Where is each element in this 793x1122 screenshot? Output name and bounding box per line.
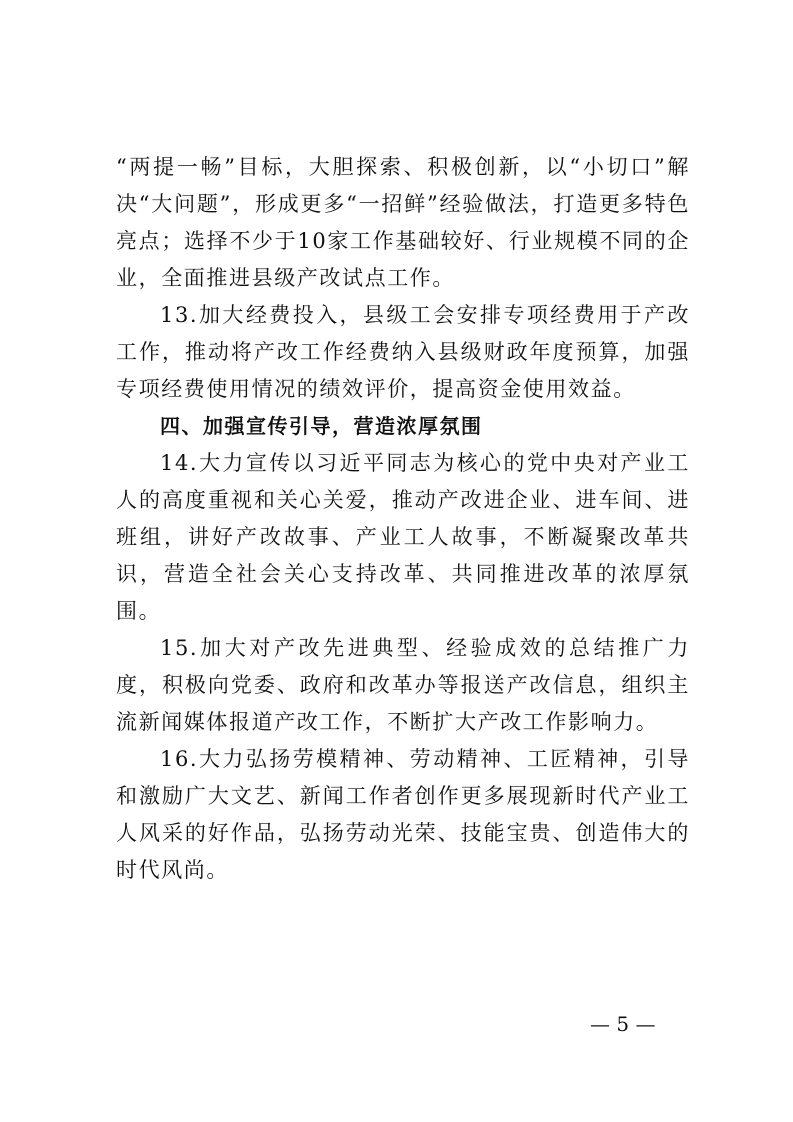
section-heading-4: 四、加强宣传引导，营造浓厚氛围 — [160, 414, 483, 438]
document-body — [116, 149, 690, 889]
paragraph-15: 15.加大对产改先进典型、经验成效的总结推广力度，积极向党委、政府和改革办等报送产改信息，组织主流新闻媒体报道产改工作，不断扩大产改工作影响力。 — [116, 636, 690, 734]
page-number: — 5 — — [590, 1012, 656, 1036]
paragraph-13: 13.加大经费投入，县级工会安排专项经费用于产改工作，推动将产改工作经费纳入县级财政年度预算，加强专项经费使用情况的绩效评价，提高资金使用效益。 — [116, 303, 690, 401]
paragraph-continuation: “两提一畅”目标，大胆探索、积极创新，以“小切口”解决“大问题”，形成更多“一招鲜”经验做法，打造更多特色亮点；选择不少于10家工作基础较好、行业规模不同的企业，全面推进县级产改试点工作。 — [116, 155, 690, 290]
paragraph-16: 16.大力弘扬劳模精神、劳动精神、工匠精神，引导和激励广大文艺、新闻工作者创作更多展现新时代产业工人风采的好作品，弘扬劳动光荣、技能宝贵、创造伟大的时代风尚。 — [116, 747, 690, 882]
paragraph-14: 14.大力宣传以习近平同志为核心的党中央对产业工人的高度重视和关心关爱，推动产改进企业、进车间、进班组，讲好产改故事、产业工人故事，不断凝聚改革共识，营造全社会关心支持改革、共同推进改革的浓厚氛围。 — [116, 451, 690, 623]
